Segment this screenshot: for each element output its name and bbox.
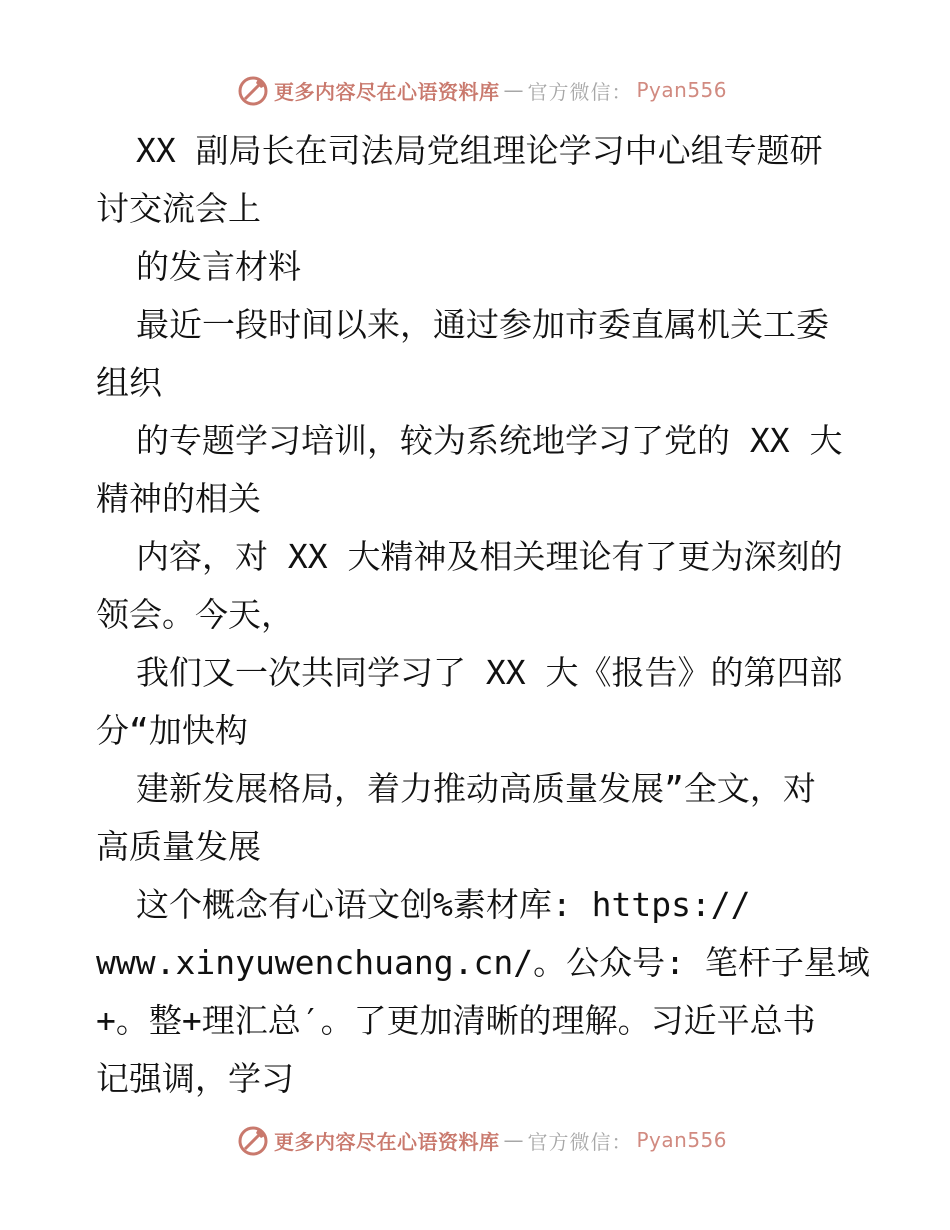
text-line: 这个概念有心语文创%素材库: https:// <box>136 885 751 924</box>
text-line: 我们又一次共同学习了 XX 大《报告》的第四部 <box>136 653 843 692</box>
text-line: 的专题学习培训，较为系统地学习了党的 XX 大 <box>136 421 843 460</box>
banner-wechat-id: Pyan556 <box>636 78 728 102</box>
text-line: 组织 <box>96 363 162 402</box>
text-line: 讨交流会上 <box>96 189 261 228</box>
text-line: 最近一段时间以来，通过参加市委直属机关工委 <box>136 305 829 344</box>
banner-official-label: 官方微信： <box>527 1129 633 1154</box>
text-line: +。整+理汇总′。了更加清晰的理解。习近平总书 <box>96 1001 816 1040</box>
banner-brand: 更多内容尽在心语资料库 <box>274 1129 500 1154</box>
text-line: XX 副局长在司法局党组理论学习中心组专题研 <box>136 131 823 170</box>
document-body <box>96 122 870 1108</box>
text-line: 记强调，学习 <box>96 1059 294 1098</box>
text-line: 高质量发展 <box>96 827 261 866</box>
banner-separator: — <box>503 1128 524 1152</box>
text-line: www.xinyuwenchuang.cn/。公众号: 笔杆子星域 <box>96 943 870 982</box>
text-line: 领会。今天， <box>96 595 294 634</box>
footer-banner <box>236 1122 727 1158</box>
brand-logo-icon <box>236 1123 270 1157</box>
text-line: 精神的相关 <box>96 479 261 518</box>
banner-wechat-id: Pyan556 <box>636 1128 728 1152</box>
banner-official-label: 官方微信： <box>527 79 633 104</box>
banner-brand: 更多内容尽在心语资料库 <box>274 79 500 104</box>
text-line: 内容，对 XX 大精神及相关理论有了更为深刻的 <box>136 537 843 576</box>
text-line: 分“加快构 <box>96 711 248 750</box>
text-line: 建新发展格局，着力推动高质量发展”全文，对 <box>136 769 816 808</box>
header-banner <box>236 72 727 108</box>
text-line: 的发言材料 <box>136 247 301 286</box>
banner-separator: — <box>503 78 524 102</box>
brand-logo-icon <box>236 73 270 107</box>
